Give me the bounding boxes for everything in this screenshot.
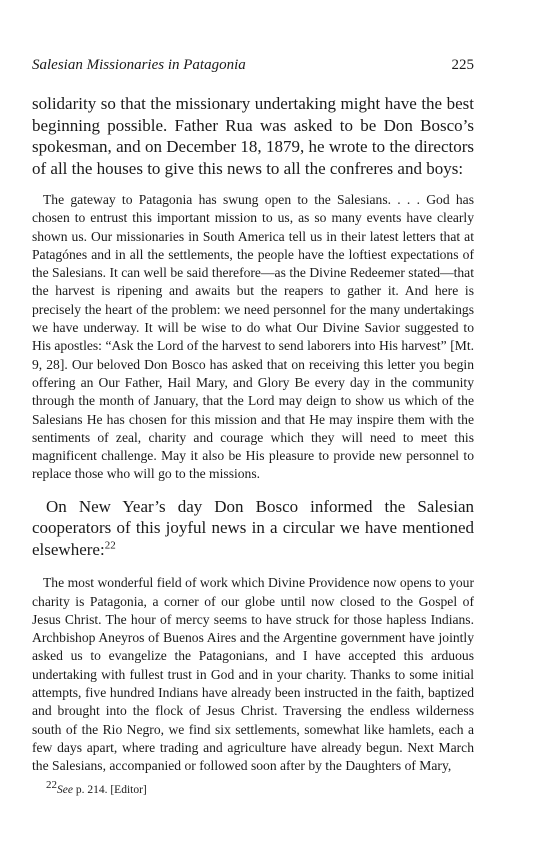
footnote <box>32 778 474 797</box>
footnote-see: See <box>57 783 73 796</box>
running-header <box>32 56 474 74</box>
intro-paragraph: solidarity so that the missionary undertaking might have the best beginning possible. Father Rua was asked to be Don Bosco’s spokesman, and on December 18, 1879, he wrote to the directors of all the houses to give this news to all the confreres and boys: <box>32 94 474 178</box>
body-paragraph-new-year <box>32 496 474 561</box>
footnote-reference[interactable]: 22 <box>104 539 116 552</box>
footnote-text: p. 214. [Editor] <box>72 783 147 796</box>
block-quote-circular: The most wonderful field of work which Divine Providence now opens to your charity is Patagonia, a corner of our globe until now closed to the Gospel of Jesus Christ. The hour of mercy seems to have struck for those hapless Indians. Archbishop Aneyros of Buenos Aires and the Argentine government have jointly asked us to evangelize the Patagonians, and I have accepted this arduous undertaking with fullest trust in God and in your charity. Thanks to some initial attempts, five hundred Indians have already been instructed in the faith, baptized and brought into the flock of Jesus Christ. Traversing the endless wilderness south of the Rio Negro, we find six settlements, somewhat like hamlets, each a few days apart, where trading and agriculture have already begun. Next March the Salesians, accompanied or followed soon after by the Daughters of Mary, <box>32 575 474 774</box>
running-title: Salesian Missionaries in Patagonia <box>32 57 246 73</box>
footnote-marker: 22 <box>46 778 57 791</box>
body-paragraph-text: On New Year’s day Don Bosco informed the Salesian cooperators of this joyful news in a circular we have mentioned elsewhere: <box>32 496 474 559</box>
book-page <box>32 56 474 797</box>
block-quote-rua-letter: The gateway to Patagonia has swung open to the Salesians. . . . God has chosen to entrust this important mission to us, as so many events have clearly shown us. Our missionaries in South America tell us in their latest letters that at Patagónes and in all the settlements, the people have the loftiest expectations of the Salesians. It can well be said therefore—as the Divine Redeemer stated—that the harvest is ripening and awaits but the reapers to gather it. And here is precisely the heart of the problem: we need personnel for the many undertakings we have underway. It will be wise to do what Our Divine Savior suggested to His apostles: “Ask the Lord of the harvest to send laborers into His harvest” [Mt. 9, 28]. Our beloved Don Bosco has asked that on receiving this letter you begin offering an Our Father, Hail Mary, and Glory Be every day in the community through the month of January, that the Lord may deign to show us which of the Salesians He has chosen for this mission and that He may inspire them with the sentiments of zeal, charity and courage which they will need to meet this magnificent challenge. May it also be His pleasure to provide new personnel to replace those who will go to the missions. <box>32 192 474 482</box>
page-number: 225 <box>451 57 474 73</box>
